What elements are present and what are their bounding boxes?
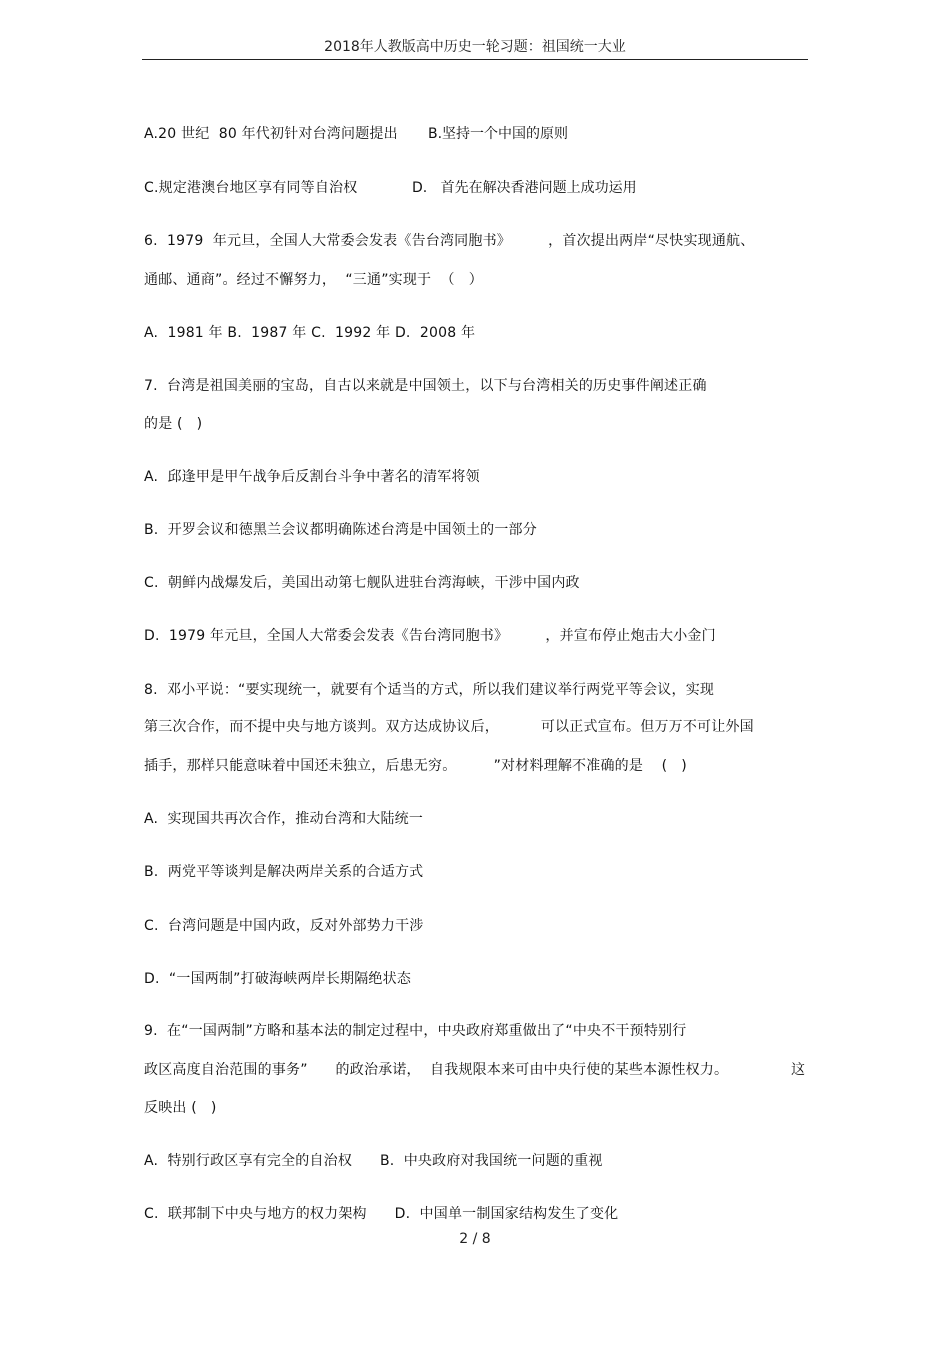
q7-option-c: C. 朝鲜内战爆发后，美国出动第七舰队进驻台湾海峡，干涉中国内政 — [144, 575, 580, 591]
q5-option-c: C.规定港澳台地区享有同等自治权 — [144, 180, 358, 196]
q7-option-b: B. 开罗会议和德黑兰会议都明确陈述台湾是中国领土的一部分 — [144, 522, 537, 538]
q7-option-a: A. 邱逢甲是甲午战争后反割台斗争中著名的清军将领 — [144, 469, 480, 485]
q5-option-b: B.坚持一个中国的原则 — [428, 126, 569, 142]
q8-stem-line1: 8. 邓小平说：“要实现统一，就要有个适当的方式，所以我们建议举行两党平等会议，实现 — [144, 682, 715, 698]
page-header: 2018年人教版高中历史一轮习题：祖国统一大业 — [324, 39, 626, 55]
header-rule — [142, 59, 808, 60]
q7-stem-line2: 的是 ( ) — [144, 416, 203, 432]
q9-stem-line2: 政区高度自治范围的事务” 的政治承诺， 自我规限本来可由中央行使的某些本源性权力。 — [144, 1062, 729, 1078]
q9-options-ab: A. 特别行政区享有完全的自治权 B. 中央政府对我国统一问题的重视 — [144, 1153, 603, 1169]
q9-stem-line2-end: 这 — [791, 1062, 805, 1078]
q8-stem-line3: 插手，那样只能意味着中国还未独立，后患无穷。 ”对材料理解不准确的是 ( ) — [144, 758, 687, 774]
q8-option-c: C. 台湾问题是中国内政，反对外部势力干涉 — [144, 918, 424, 934]
q7-stem-line1: 7. 台湾是祖国美丽的宝岛，自古以来就是中国领土，以下与台湾相关的历史事件阐述正确 — [144, 378, 707, 394]
q9-options-cd: C. 联邦制下中央与地方的权力架构 D. 中国单一制国家结构发生了变化 — [144, 1206, 619, 1222]
q8-option-d: D. “一国两制”打破海峡两岸长期隔绝状态 — [144, 971, 412, 987]
q8-stem-line2: 第三次合作，而不提中央与地方谈判。双方达成协议后， 可以正式宣布。但万万不可让外国 — [144, 719, 754, 735]
q8-option-a: A. 实现国共再次合作，推动台湾和大陆统一 — [144, 811, 424, 827]
q5-option-d: D. 首先在解决香港问题上成功运用 — [412, 180, 637, 196]
q6-stem-line1: 6. 1979 年元旦，全国人大常委会发表《告台湾同胞书》 ，首次提出两岸“尽快实现通航、 — [144, 233, 755, 249]
q9-stem-line3: 反映出 ( ) — [144, 1100, 217, 1116]
q8-option-b: B. 两党平等谈判是解决两岸关系的合适方式 — [144, 864, 424, 880]
q7-option-d: D. 1979 年元旦，全国人大常委会发表《告台湾同胞书》 ，并宣布停止炮击大小金门 — [144, 628, 716, 644]
q6-options: A. 1981 年 B. 1987 年 C. 1992 年 D. 2008 年 — [144, 325, 476, 341]
page-number: 2 / 8 — [459, 1231, 491, 1247]
q6-stem-line2: 通邮、通商”。经过不懈努力， “三通”实现于 （ ） — [144, 272, 483, 288]
q9-stem-line1: 9. 在“一国两制”方略和基本法的制定过程中，中央政府郑重做出了“中央不干预特别行 — [144, 1023, 687, 1039]
q5-option-a: A.20 世纪 80 年代初针对台湾问题提出 — [144, 126, 398, 142]
